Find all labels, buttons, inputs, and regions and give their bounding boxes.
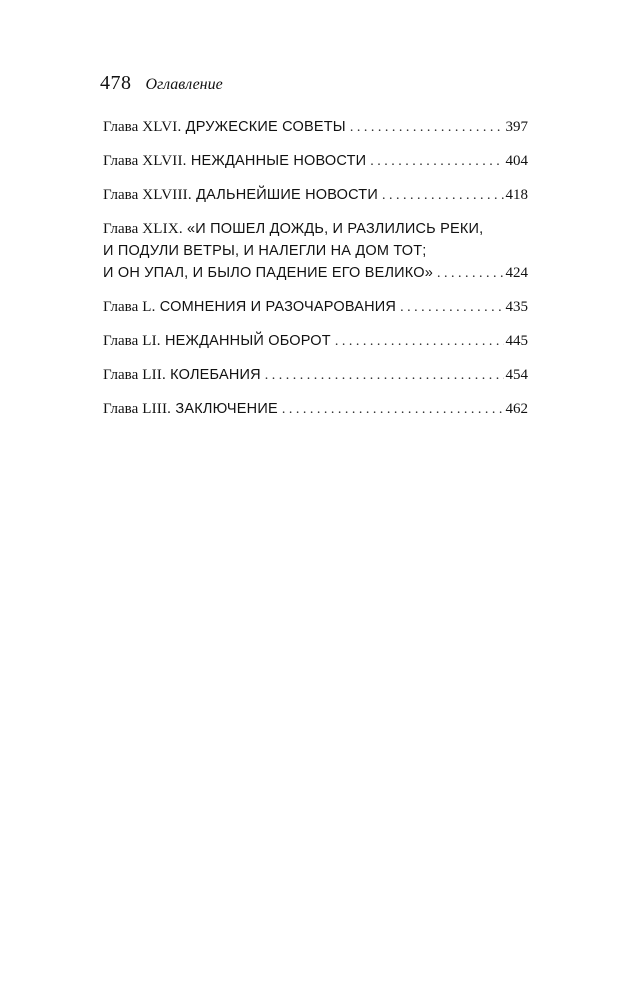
toc-title	[142, 398, 278, 420]
toc-line	[103, 150, 528, 173]
toc-page-number: 454	[505, 367, 528, 383]
toc-title	[142, 116, 346, 138]
chapter-title-line-3: И ОН УПАЛ, И БЫЛО ПАДЕНИЕ ЕГО ВЕЛИКО»	[103, 265, 434, 281]
toc-line	[103, 398, 528, 421]
toc-title	[142, 150, 366, 172]
dot-leader	[350, 117, 504, 139]
chapter-title-line-2: И ПОДУЛИ ВЕТРЫ, И НАЛЕГЛИ НА ДОМ ТОТ;	[103, 243, 427, 259]
toc-prefix: Глава	[103, 119, 139, 135]
chapter-numeral: XLVIII.	[142, 187, 192, 203]
running-title: Оглавление	[145, 76, 223, 93]
toc-title	[142, 218, 483, 240]
chapter-title: КОЛЕБАНИЯ	[170, 367, 261, 383]
chapter-numeral: XLIX.	[142, 221, 183, 237]
chapter-title: ЗАКЛЮЧЕНИЕ	[175, 401, 278, 417]
toc-line	[103, 218, 528, 240]
toc-line	[103, 296, 528, 319]
toc-line	[103, 116, 528, 139]
chapter-title-line-1: «И ПОШЕЛ ДОЖДЬ, И РАЗЛИЛИСЬ РЕКИ,	[187, 221, 484, 237]
running-head	[100, 72, 223, 95]
toc-entry-li	[103, 330, 528, 353]
toc-line	[103, 184, 528, 207]
toc-prefix: Глава	[103, 401, 139, 417]
toc-entry-xlviii	[103, 184, 528, 207]
toc-entry-xlix	[103, 218, 528, 285]
chapter-numeral: XLVI.	[142, 119, 182, 135]
chapter-numeral: L.	[142, 299, 156, 315]
toc-page-number: 404	[505, 153, 528, 169]
chapter-numeral: LIII.	[142, 401, 172, 417]
dot-leader	[382, 185, 504, 207]
table-of-contents	[103, 116, 528, 432]
toc-page-number: 435	[505, 299, 528, 315]
toc-page-number: 462	[505, 401, 528, 417]
toc-title	[142, 364, 261, 386]
dot-leader	[400, 297, 503, 319]
toc-prefix: Глава	[103, 299, 139, 315]
toc-entry-liii	[103, 398, 528, 421]
toc-line	[103, 330, 528, 353]
dot-leader	[265, 365, 504, 387]
toc-page-number: 445	[505, 333, 528, 349]
toc-entry-lii	[103, 364, 528, 387]
chapter-title: НЕЖДАННЫЕ НОВОСТИ	[190, 153, 367, 169]
toc-entry-xlvi	[103, 116, 528, 139]
toc-prefix: Глава	[103, 187, 139, 203]
toc-title	[142, 184, 378, 206]
chapter-numeral: LI.	[142, 333, 161, 349]
chapter-numeral: XLVII.	[142, 153, 187, 169]
toc-page-number: 418	[505, 187, 528, 203]
dot-leader	[282, 399, 504, 421]
chapter-title: ДАЛЬНЕЙШИЕ НОВОСТИ	[196, 187, 378, 203]
dot-leader	[335, 331, 504, 353]
chapter-numeral: LII.	[142, 367, 166, 383]
chapter-title: СОМНЕНИЯ И РАЗОЧАРОВАНИЯ	[159, 299, 397, 315]
toc-entry-l	[103, 296, 528, 319]
toc-prefix: Глава	[103, 153, 139, 169]
toc-title	[142, 296, 396, 318]
toc-page-number: 424	[505, 265, 528, 281]
toc-line	[103, 262, 528, 285]
dot-leader	[370, 151, 503, 173]
toc-title	[142, 330, 331, 352]
page-number: 478	[100, 72, 132, 94]
toc-prefix: Глава	[103, 333, 139, 349]
toc-prefix: Глава	[103, 367, 139, 383]
chapter-title: НЕЖДАННЫЙ ОБОРОТ	[164, 333, 331, 349]
toc-entry-xlvii	[103, 150, 528, 173]
toc-page-number: 397	[505, 119, 528, 135]
toc-prefix: Глава	[103, 221, 139, 237]
chapter-title: ДРУЖЕСКИЕ СОВЕТЫ	[185, 119, 346, 135]
toc-line	[103, 364, 528, 387]
dot-leader	[437, 263, 503, 285]
